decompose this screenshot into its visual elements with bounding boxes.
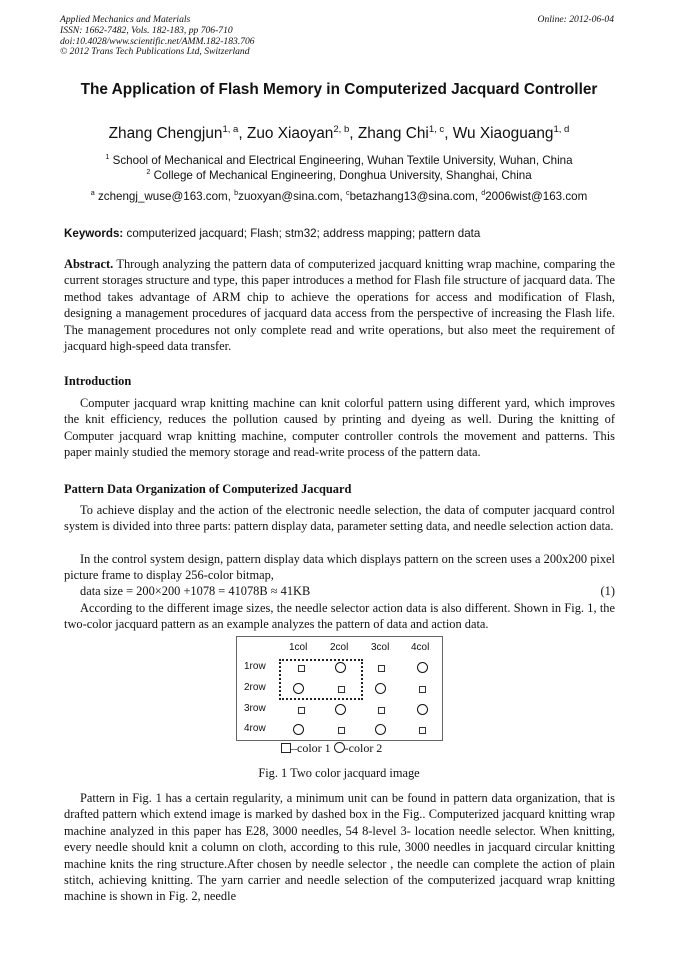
- doi-line: doi:10.4028/www.scientific.net/AMM.182-183.706: [60, 35, 255, 47]
- figure-caption: Fig. 1 Two color jacquard image: [258, 766, 420, 780]
- paragraph: To achieve display and the action of the electronic needle selection, the data of computer jacquard control system is divided into three parts: pattern display data, parameter setting data, and needle selection action data.: [64, 503, 615, 534]
- legend-color-2: -color 2: [344, 741, 383, 755]
- dashed-minimum-unit-box: [279, 659, 363, 700]
- online-date: Online: 2012-06-04: [537, 14, 614, 25]
- affiliation-superscript: 2: [146, 167, 151, 177]
- email-superscript: c: [345, 188, 350, 198]
- circle-legend-icon: [334, 742, 345, 753]
- equation: data size = 200×200 +1078 = 41078B ≈ 41KB: [80, 584, 311, 598]
- copyright-line: © 2012 Trans Tech Publications Ltd, Switzerland: [60, 46, 250, 58]
- abstract-text: Through analyzing the pattern data of computerized jacquard knitting wrap machine, comparing the current storages structure and type, this paper introduces a method for Flash file structure of jacquard data. The method takes advantage of ARM chip to achieve the operations for access and modification of Flash, designing a management procedures of jacquard data access from the perspective of increasing the Flash life. The management procedures not only complete read and write operations, but also meet the requirement of jacquard high-speed data transfer.: [64, 257, 615, 354]
- equation-line: [80, 584, 615, 599]
- author-superscript: 2, b: [333, 123, 350, 135]
- row-label: 2row: [244, 682, 266, 693]
- author-superscript: 1, a: [222, 123, 239, 135]
- email-address[interactable]: 2006wist@163.com: [485, 190, 588, 203]
- paragraph: In the control system design, pattern display data which displays pattern on the screen uses a 200x200 pixel picture frame to display 256-color bitmap,: [64, 552, 615, 583]
- email-superscript: a: [90, 188, 95, 198]
- circle-cell: [375, 724, 386, 735]
- figure-1-grid: [236, 636, 443, 741]
- affiliation-text: School of Mechanical and Electrical Engineering, Wuhan Textile University, Wuhan, China: [112, 154, 573, 167]
- section-heading-introduction: Introduction: [64, 374, 132, 388]
- square-cell: [378, 707, 385, 714]
- paper-title: The Application of Flash Memory in Computerized Jacquard Controller: [80, 81, 598, 98]
- introduction-paragraph: Computer jacquard wrap knitting machine can knit colorful pattern using different yard, which improves the knit efficiency, reduces the pollution caused by printing and dyeing as well. During the knitting of Computer jacquard wrap knitting machine, computer controller controls the movement and patterns. This paper mainly studied the memory storage and read-write process of the pattern data.: [64, 396, 615, 460]
- square-cell: [378, 665, 385, 672]
- affiliation-superscript: 1: [105, 152, 110, 162]
- circle-cell: [417, 662, 428, 673]
- author-name: Zhang Chengjun: [108, 125, 223, 142]
- header-metadata: [60, 15, 255, 58]
- circle-cell: [417, 704, 428, 715]
- row-label: 3row: [244, 703, 266, 714]
- issn-line: ISSN: 1662-7482, Vols. 182-183, pp 706-710: [60, 24, 233, 36]
- author-name: Zuo Xiaoyan: [246, 125, 334, 142]
- author-name: Zhang Chi: [357, 125, 429, 142]
- paragraph: Pattern in Fig. 1 has a certain regularity, a minimum unit can be found in pattern data organization, that is drafted pattern which extend image is marked by dashed box in the Fig.. Computerized jacquard knitting wrap machine analyzed in this paper has E28, 3000 needles, 54 8-level 3- location needle selector. When knitting, every needle should knit a column on cloth, according to this rule, 3000 needles in jacquard circular knitting machine knits the ring structure.After chosen by needle selector , the needle can complete the action of plain stitch, achieving knitting. The yarn carrier and needle selection of the computerized jacquard wrap knitting machine is shown in Fig. 2, needle: [64, 791, 615, 904]
- email-superscript: b: [234, 188, 239, 198]
- affiliation: [0, 154, 678, 167]
- keywords-text: computerized jacquard; Flash; stm32; address mapping; pattern data: [126, 227, 481, 240]
- author-superscript: 1, d: [553, 123, 570, 135]
- figure-legend: [281, 741, 382, 756]
- email-address[interactable]: betazhang13@sina.com: [349, 190, 475, 203]
- circle-cell: [293, 724, 304, 735]
- journal-name: Applied Mechanics and Materials: [60, 14, 191, 25]
- column-label: 2col: [330, 642, 349, 653]
- equation-number: (1): [600, 584, 615, 598]
- email-list: $^a$ zchengj_wuse@163.com, $^b$zuoxyan@sina.com, $^c$betazhang13@sina.com, $^d$2006wist@163.com: [90, 188, 588, 203]
- column-label: 3col: [371, 642, 390, 653]
- email-address[interactable]: zchengj_wuse@163.com: [98, 190, 228, 203]
- row-label: 1row: [244, 661, 266, 672]
- abstract-label: Abstract.: [64, 257, 114, 271]
- section-heading-pattern-data: Pattern Data Organization of Computerized Jacquard: [64, 482, 352, 496]
- square-legend-icon: [281, 743, 291, 753]
- circle-cell: [375, 683, 386, 694]
- keywords: [64, 227, 480, 240]
- legend-color-1: –color 1: [291, 741, 331, 755]
- square-cell: [419, 686, 426, 693]
- author-superscript: 1, c: [428, 123, 445, 135]
- square-cell: [419, 727, 426, 734]
- author-list: Zhang Chengjun$^{1, a}$, Zuo Xiaoyan$^{2, b}$, Zhang Chi$^{1, c}$, Wu Xiaoguang$^{1, d}$: [108, 123, 570, 142]
- email-address[interactable]: zuoxyan@sina.com: [238, 190, 340, 203]
- email-superscript: d: [481, 188, 486, 198]
- circle-cell: [335, 704, 346, 715]
- row-label: 4row: [244, 723, 266, 734]
- abstract: [64, 256, 615, 354]
- column-label: 1col: [289, 642, 308, 653]
- square-cell: [338, 727, 345, 734]
- square-cell: [298, 707, 305, 714]
- keywords-label: Keywords:: [64, 227, 124, 240]
- affiliation: [0, 169, 678, 182]
- paragraph: According to the different image sizes, the needle selector action data is also different. Shown in Fig. 1, the two-color jacquard pattern as an example analyzes the pattern of data and action data.: [64, 601, 615, 632]
- author-name: Wu Xiaoguang: [452, 125, 554, 142]
- affiliation-text: College of Mechanical Engineering, Donghua University, Shanghai, China: [153, 169, 532, 182]
- column-label: 4col: [411, 642, 430, 653]
